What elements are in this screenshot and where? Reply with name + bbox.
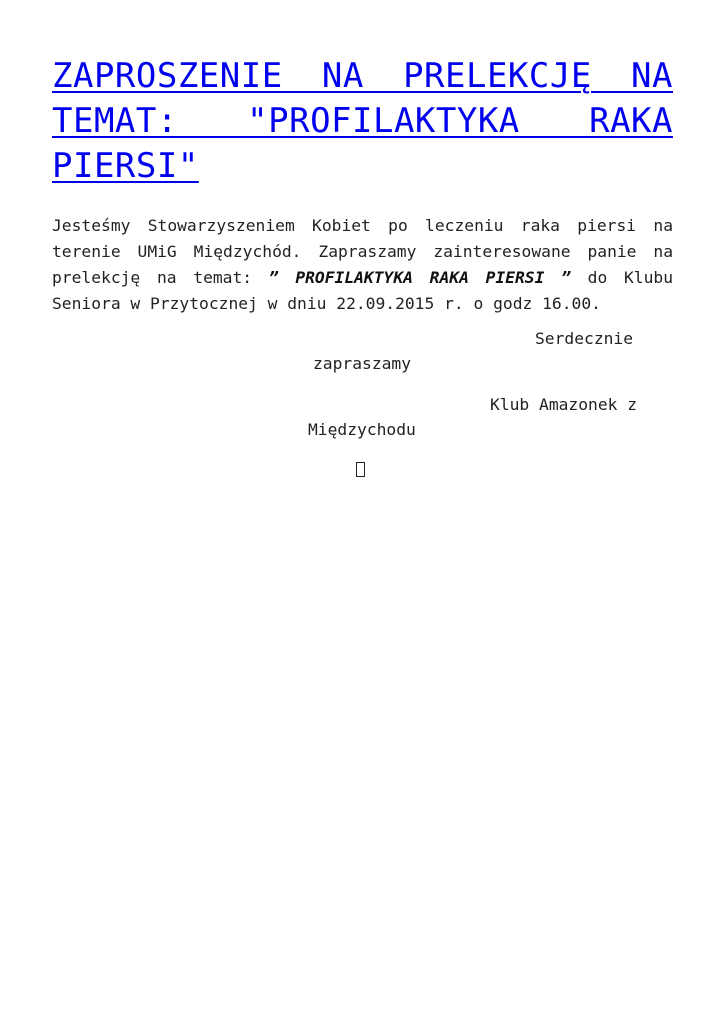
closing-klub-amazonek: Klub Amazonek z — [490, 395, 638, 414]
missing-glyph-icon — [356, 462, 365, 477]
closing-serdecznie: Serdecznie — [535, 329, 634, 348]
article-title-link[interactable]: ZAPROSZENIE NA PRELEKCJĘ NA TEMAT: "PROFILAKTYKA RAKA PIERSI" — [52, 56, 673, 186]
paragraph-text-before: Jesteśmy Stowarzyszeniem Kobiet po leczeniu raka piersi na terenie UMiG Międzychód. Zapraszamy zainteresowane panie na prelekcję na temat: — [52, 216, 673, 287]
closing-zapraszamy: zapraszamy — [313, 354, 412, 373]
paragraph-text-after: do Klubu Seniora w Przytocznej w dniu 22.09.2015 r. o godz 16.00. — [52, 268, 673, 313]
paragraph-emphasis: ” PROFILAKTYKA RAKA PIERSI ” — [268, 268, 571, 287]
closing-miedzychodu: Międzychodu — [308, 420, 416, 439]
article-paragraph — [52, 213, 673, 317]
document-page — [52, 54, 673, 333]
